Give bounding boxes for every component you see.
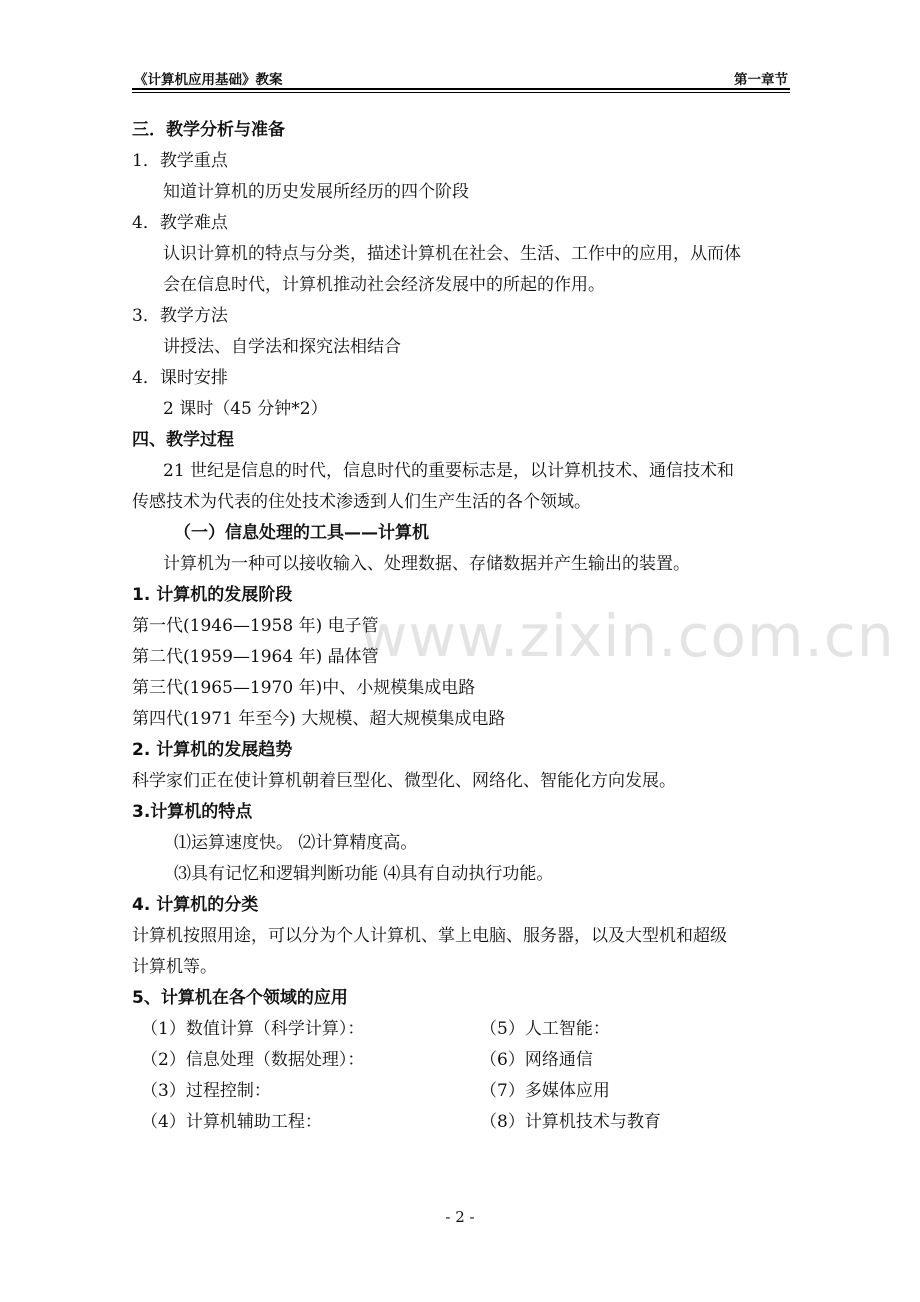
paragraph: 讲授法、自学法和探究法相结合 [163,337,401,357]
list-item: 第二代(1959—1964 年) 晶体管 [132,647,379,667]
subheading: 4．课时安排 [132,368,228,388]
subheading-bold: 4. 计算机的分类 [132,895,259,915]
paragraph: 计算机为一种可以接收输入、处理数据、存储数据并产生输出的装置。 [163,554,690,574]
page-number: - 2 - [445,1208,475,1226]
section-heading: 四、教学过程 [132,430,234,450]
header-rule-thick [132,88,790,90]
subheading-bold: 1. 计算机的发展阶段 [132,585,293,605]
paragraph: 2 课时（45 分钟*2） [163,399,328,419]
paragraph: 21 世纪是信息的时代，信息时代的重要标志是，以计算机技术、通信技术和 [163,461,735,481]
paragraph: 科学家们正在使计算机朝着巨型化、微型化、网络化、智能化方向发展。 [132,771,676,791]
paragraph: 知道计算机的历史发展所经历的四个阶段 [163,182,469,202]
subheading: 3．教学方法 [132,306,228,326]
application-item: （7）多媒体应用 [480,1081,610,1101]
subheading: 1．教学重点 [132,151,228,171]
list-item: ⑴运算速度快。 ⑵计算精度高。 [174,833,418,853]
application-item: （6）网络通信 [480,1050,593,1070]
header-title: 《计算机应用基础》教案 [134,72,283,88]
list-item: ⑶具有记忆和逻辑判断功能 ⑷具有自动执行功能。 [174,864,554,884]
paragraph: 传感技术为代表的住处技术渗透到人们生产生活的各个领域。 [132,492,591,512]
header-chapter: 第一章节 [734,72,788,88]
watermark: www.zixin.com.cn [360,602,895,670]
application-item: （4）计算机辅助工程： [141,1112,322,1132]
section-heading: 三．教学分析与准备 [132,120,285,140]
paragraph: 认识计算机的特点与分类，描述计算机在社会、生活、工作中的应用，从而体 [163,244,741,264]
subheading-bold: 5、计算机在各个领域的应用 [132,988,348,1008]
header-rule-thin [132,92,790,93]
subheading-bold: 2. 计算机的发展趋势 [132,740,293,760]
list-item: 第四代(1971 年至今) 大规模、超大规模集成电路 [132,709,506,729]
subheading: 4．教学难点 [132,213,228,233]
application-item: （2）信息处理（数据处理）： [141,1050,365,1070]
application-item: （1）数值计算（科学计算）： [141,1019,365,1039]
application-item: （8）计算机技术与教育 [480,1112,661,1132]
list-item: 第一代(1946—1958 年) 电子管 [132,616,379,636]
subsection-heading: （一）信息处理的工具——计算机 [174,523,429,543]
page-header [132,66,790,88]
application-item: （3）过程控制： [141,1081,271,1101]
paragraph: 计算机按照用途，可以分为个人计算机、掌上电脑、服务器，以及大型机和超级 [132,926,727,946]
paragraph: 会在信息时代，计算机推动社会经济发展中的所起的作用。 [163,275,605,295]
subheading-bold: 3.计算机的特点 [132,802,253,822]
application-item: （5）人工智能： [480,1019,610,1039]
list-item: 第三代(1965—1970 年)中、小规模集成电路 [132,678,476,698]
paragraph: 计算机等。 [132,957,217,977]
